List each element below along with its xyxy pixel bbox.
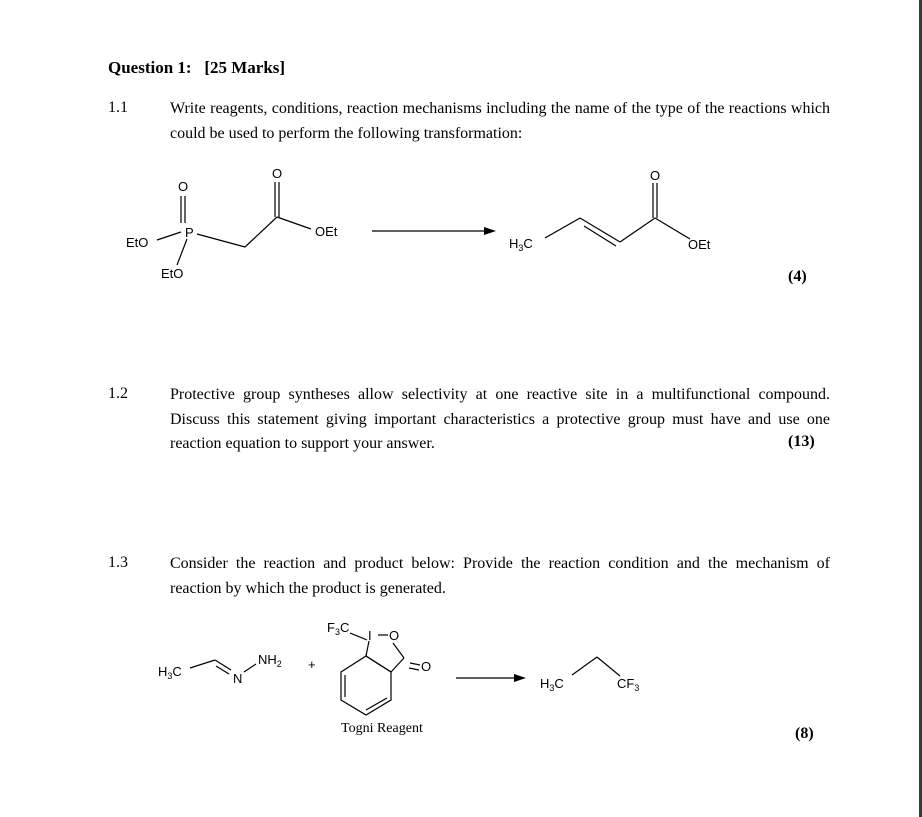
q1-2-marks: (13) bbox=[788, 433, 815, 450]
q1-1-marks: (4) bbox=[788, 268, 807, 285]
ester-oxygen-1: O bbox=[272, 166, 283, 181]
phosphorus-atom: P bbox=[185, 225, 194, 240]
q1-3-marks: (8) bbox=[795, 725, 814, 742]
eto-left: EtO bbox=[126, 235, 149, 250]
q1-1-text: Write reagents, conditions, reaction mechanisms including the name of the type of the reactions which could be used to perform the following transformation: bbox=[170, 100, 830, 142]
trifluoromethyl-group: $F_3C$ bbox=[327, 620, 350, 637]
iodine-atom: I bbox=[368, 628, 372, 643]
arrow-head-2 bbox=[514, 674, 526, 682]
oet-group-2: OEt bbox=[688, 237, 711, 252]
q1-2-text: Protective group syntheses allow selectivity at one reactive site in a multifunctional compound. Discuss this statement giving important characteristics a protective group must have and use one reaction equation to support your answer. bbox=[170, 386, 830, 452]
carbonyl-oxygen: O bbox=[421, 659, 432, 674]
q1-1-number: 1.1 bbox=[108, 99, 128, 116]
phosphoryl-oxygen: O bbox=[178, 179, 189, 194]
q1-2-number: 1.2 bbox=[108, 385, 128, 402]
q1-3-text: Consider the reaction and product below: Provide the reaction condition and the mechanism of reaction by which the product is generated. bbox=[170, 555, 830, 597]
q1-3-number: 1.3 bbox=[108, 554, 128, 571]
togni-reagent-label: Togni Reagent bbox=[341, 721, 423, 736]
product-methyl: $H_3C$ bbox=[540, 676, 564, 693]
amine-group: $NH_2$ bbox=[258, 652, 282, 669]
product-cf3: $CF_3$ bbox=[617, 676, 640, 693]
question-title: Question 1: [25 Marks] bbox=[108, 58, 286, 77]
eto-bottom: EtO bbox=[161, 266, 184, 281]
ester-oxygen-2: O bbox=[650, 168, 661, 183]
hydrazone-methyl: $H_3C$ bbox=[158, 664, 182, 681]
methyl-group-1: $H_3C$ bbox=[509, 236, 533, 253]
ring-oxygen: O bbox=[389, 628, 400, 643]
hydrazone-nitrogen: N bbox=[233, 671, 243, 686]
plus-sign: + bbox=[308, 657, 316, 672]
oet-group-1: OEt bbox=[315, 224, 338, 239]
